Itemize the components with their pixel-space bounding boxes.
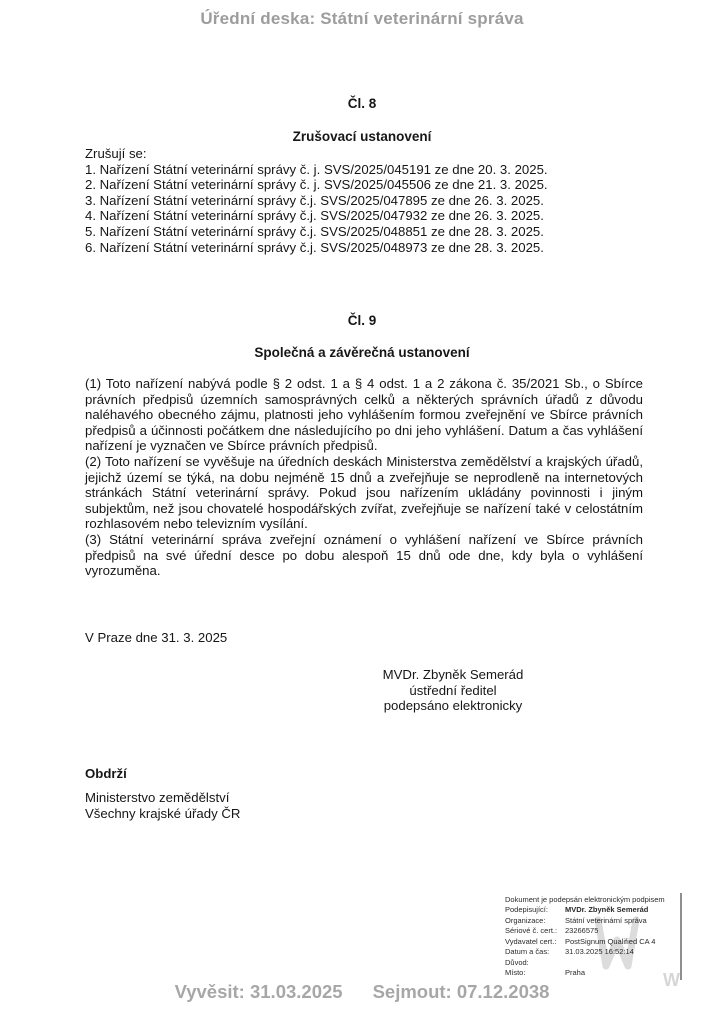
recipient-item: Všechny krajské úřady ČR (85, 806, 241, 821)
article-8-number: Čl. 8 (347, 96, 377, 111)
signature-row-label: Místo: (505, 968, 526, 978)
signature-row-label: Podepisující: (505, 905, 548, 915)
signature-box-divider (680, 893, 682, 980)
paragraph-1: (1) Toto nařízení nabývá podle § 2 odst. 1 a § 4 odst. 1 a 2 zákona č. 35/2021 Sb., o Sbírce právních předpisů územních samosprávných celků a některých správních úřadů z důvodu naléhavého obecného zájmu, platnosti jeho vyhlášením formou zveřejnění ve Sbírce právních předpisů a účinnosti počátkem dne následujícího po dni jeho vyhlášení. Datum a čas vyhlášení nařízení je vyznačen ve Sbírce právních předpisů. (85, 376, 643, 454)
signature-row (505, 905, 679, 915)
signer-name: MVDr. Zbyněk Semerád (382, 667, 524, 682)
signature-row (505, 947, 679, 957)
signer-title: ústřední ředitel (409, 682, 497, 698)
signature-row (505, 958, 679, 968)
signature-row-value: Praha (565, 968, 586, 978)
signature-row-label: Datum a čas: (505, 947, 550, 957)
article-8-intro: Zrušují se: (85, 146, 147, 161)
article-9-body (85, 376, 643, 579)
list-item: 2. Nařízení Státní veterinární správy č. j. SVS/2025/045506 ze dne 21. 3. 2025. (85, 177, 548, 193)
electronic-signature-box (505, 895, 679, 979)
recipients-heading: Obdrží (85, 766, 127, 781)
article-9-title: Společná a závěrečná ustanovení (254, 345, 470, 360)
place-and-date: V Praze dne 31. 3. 2025 (85, 630, 228, 645)
signed-electronically-note: podepsáno elektronicky (383, 698, 523, 714)
list-item: 3. Nařízení Státní veterinární správy č.j. SVS/2025/047895 ze dne 26. 3. 2025. (85, 192, 544, 208)
signature-row-label: Důvod: (505, 957, 529, 967)
publication-dates-footer (0, 981, 724, 1003)
signature-row-label: Sériové č. cert.: (505, 926, 558, 936)
signature-row (505, 926, 679, 936)
signature-row (505, 937, 679, 947)
list-item: 4. Nařízení Státní veterinární správy č.j. SVS/2025/047932 ze dne 26. 3. 2025. (85, 208, 544, 224)
signature-row-label: Vydavatel cert.: (505, 936, 557, 946)
recipients-list (85, 790, 240, 822)
paragraph-3: (3) Státní veterinární správa zveřejní oznámení o vyhlášení nařízení ve Sbírce právních předpisů na své úřední desce po dobu alespoň 15 dnů ode dne, kdy byla o vyhlášení vyrozuměna. (85, 531, 643, 579)
signature-row-value: Státní veterinární správa (565, 915, 647, 925)
signature-row-value: PostSignum Qualified CA 4 (565, 936, 656, 946)
page-title: Úřední deska: Státní veterinární správa (200, 9, 524, 28)
article-8-title: Zrušovací ustanovení (292, 129, 432, 144)
signature-row (505, 968, 679, 978)
signer-block (322, 667, 584, 714)
signature-row-value: 31.03.2025 16:52:14 (565, 947, 634, 957)
signature-row-value: 23266575 (565, 926, 599, 936)
list-item: 1. Nařízení Státní veterinární správy č. j. SVS/2025/045191 ze dne 20. 3. 2025. (85, 161, 548, 177)
article-9-number: Čl. 9 (347, 313, 377, 328)
list-item: 5. Nařízení Státní veterinární správy č.j. SVS/2025/048851 ze dne 28. 3. 2025. (85, 223, 544, 239)
removal-date: Sejmout: 07.12.2038 (372, 981, 550, 1002)
signature-row (505, 916, 679, 926)
list-item: 6. Nařízení Státní veterinární správy č.j. SVS/2025/048973 ze dne 28. 3. 2025. (85, 239, 544, 255)
paragraph-2: (2) Toto nařízení se vyvěšuje na úředních deskách Ministerstva zemědělství a krajských úřadů, jejichž území se týká, na dobu nejméně 15 dnů a zveřejňuje se neprodleně na internetových stránkách Státní veterinární správy. Pokud jsou nařízením ukládány povinnosti i jiným subjektům, než jsou chovatelé hospodářských zvířat, zveřejňuje se nařízení také v celostátním rozhlasovém nebo televizním vysílání. (85, 453, 643, 532)
article-8-body (85, 146, 643, 255)
signature-statement: Dokument je podepsán elektronickým podpisem (505, 895, 665, 904)
corner-watermark-icon: W (663, 970, 680, 990)
post-date: Vyvěsit: 31.03.2025 (174, 981, 343, 1002)
recipient-item: Ministerstvo zemědělství (85, 790, 230, 805)
signature-row-label: Organizace: (505, 915, 546, 925)
signature-row-value: MVDr. Zbyněk Semerád (565, 905, 649, 915)
